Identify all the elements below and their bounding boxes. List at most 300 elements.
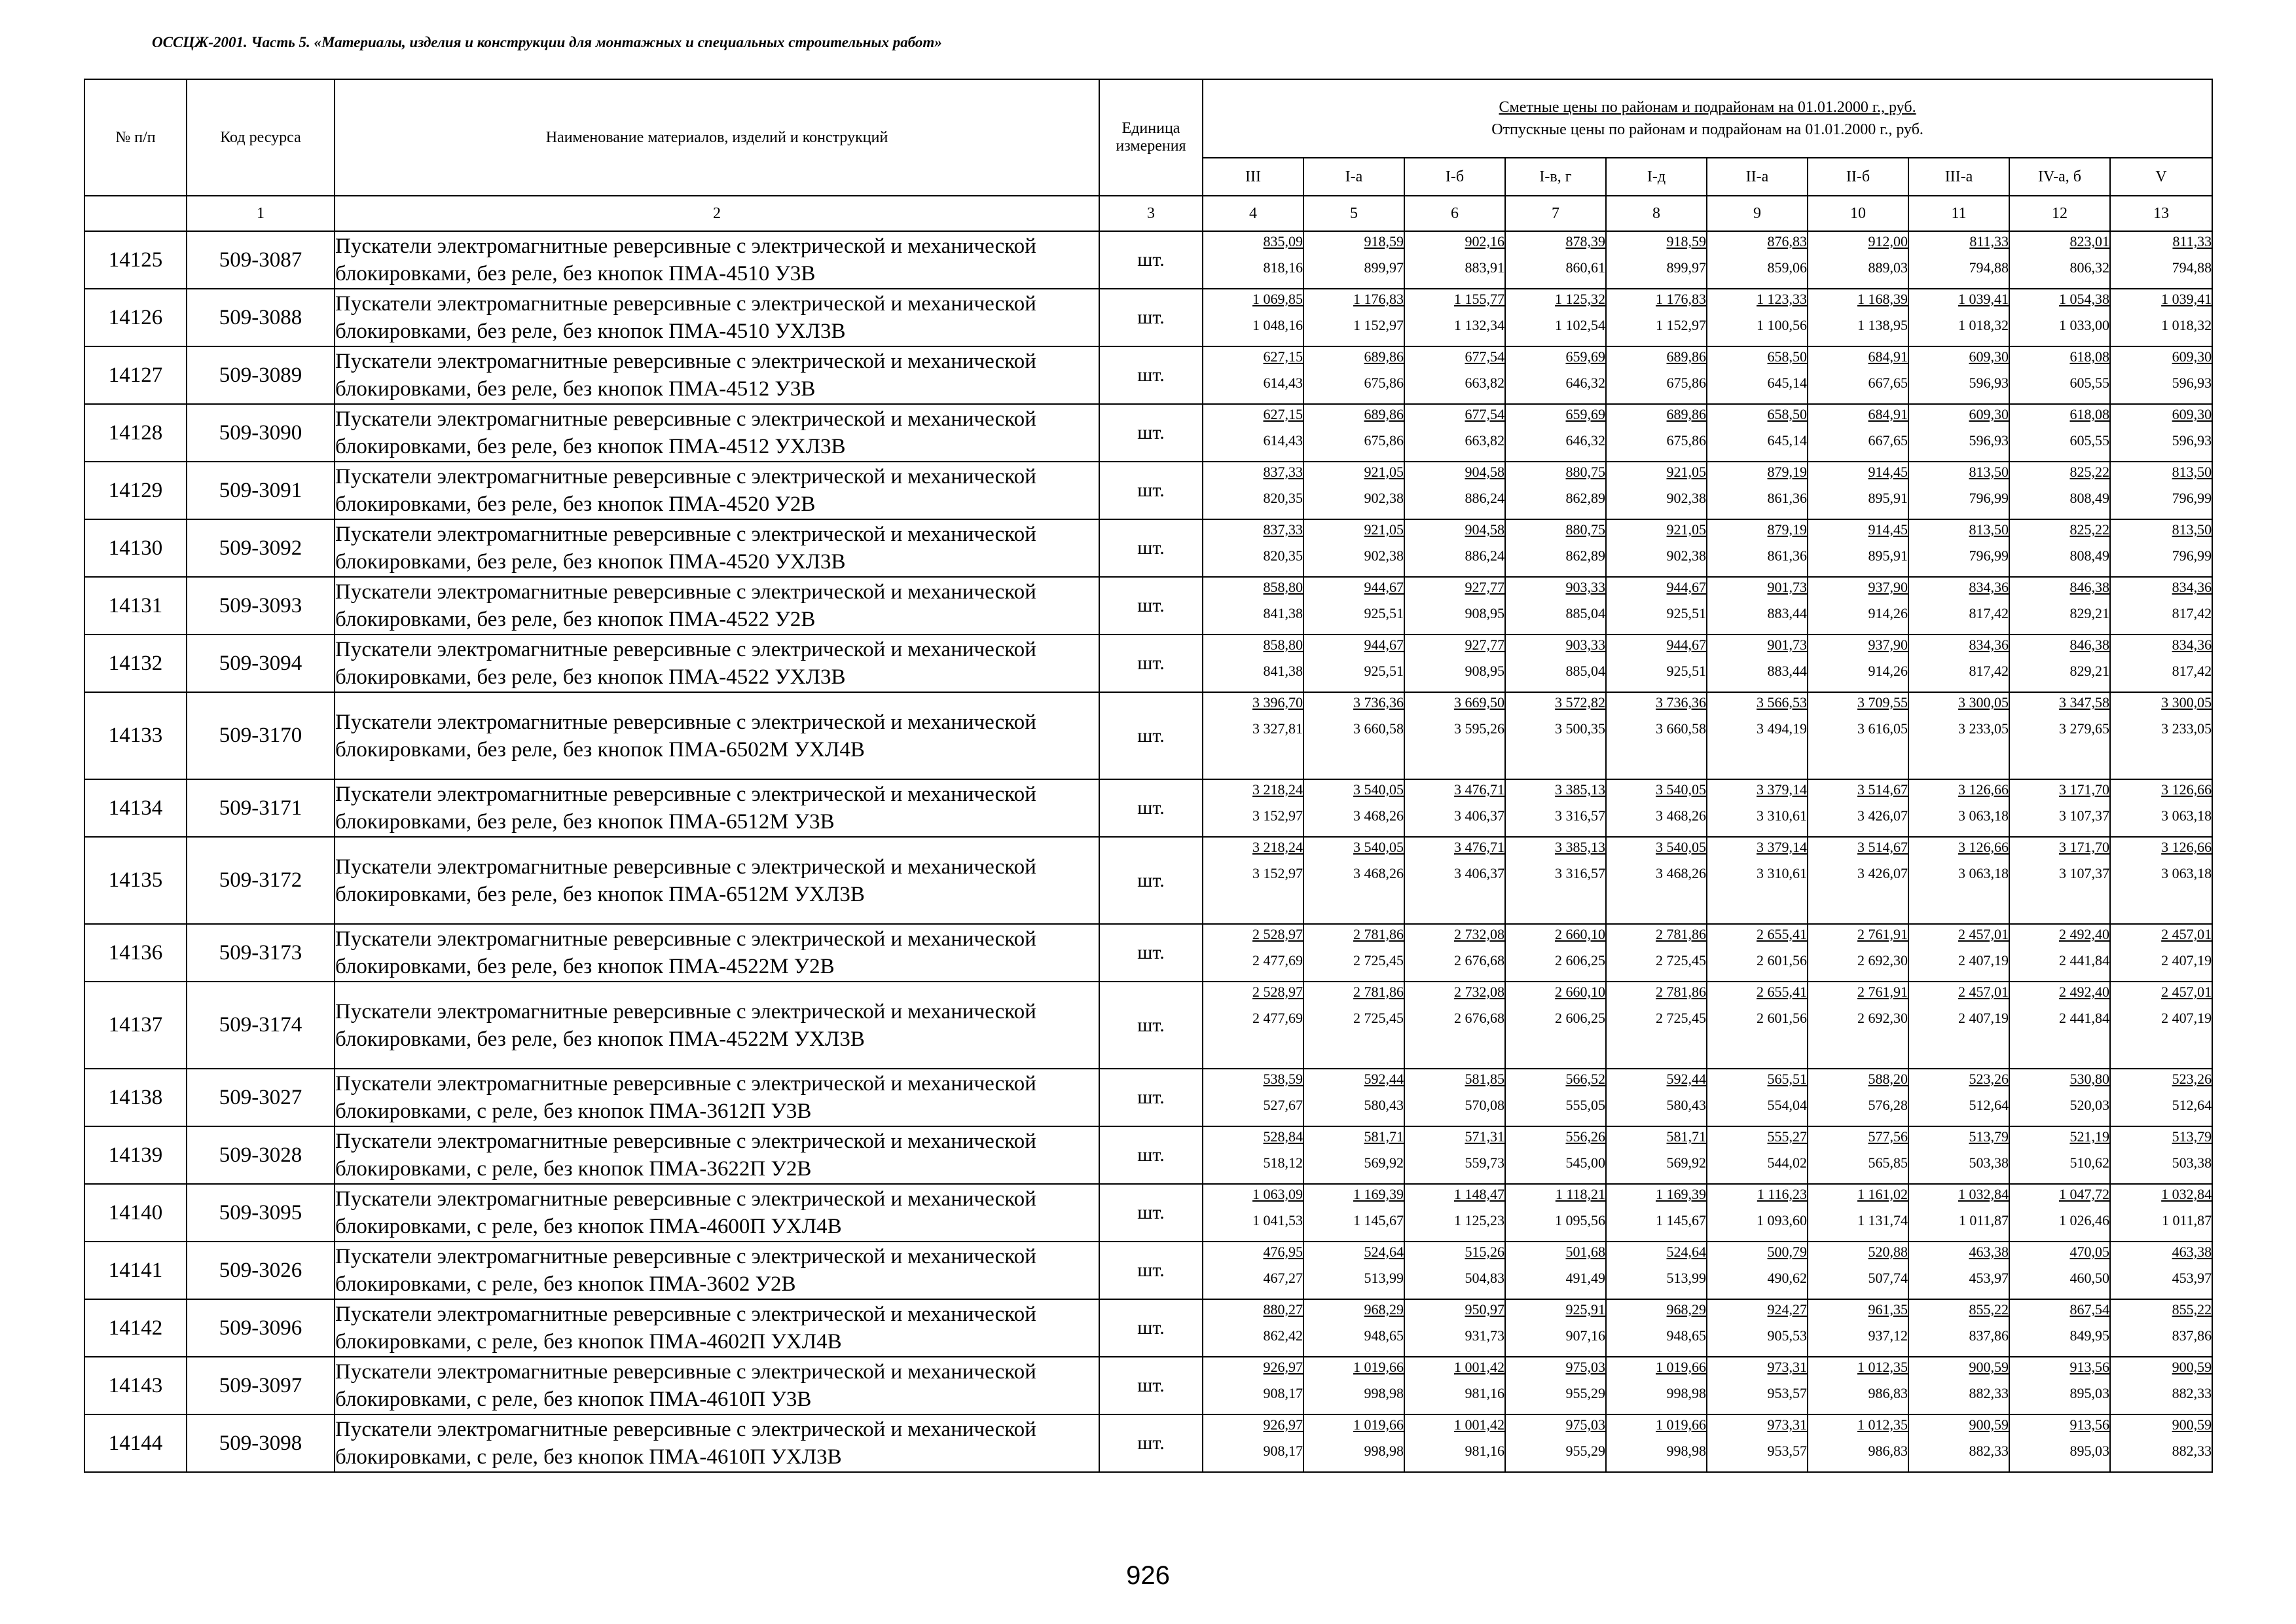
price-cell (1707, 404, 1808, 462)
release-price: 885,04 (1565, 663, 1605, 679)
column-number: 4 (1203, 196, 1303, 231)
release-price: 3 279,65 (2059, 720, 2109, 737)
release-price: 605,55 (2069, 432, 2109, 449)
release-price: 841,38 (1263, 605, 1303, 621)
resource-code: 509-3095 (187, 1184, 335, 1242)
estimated-price: 2 732,08 (1454, 984, 1504, 1000)
row-number: 14134 (84, 779, 187, 837)
column-number: 10 (1808, 196, 1908, 231)
price-cell (1203, 1357, 1303, 1414)
price-cell (1505, 1126, 1606, 1184)
release-price: 908,17 (1263, 1443, 1303, 1459)
estimated-price: 658,50 (1767, 348, 1807, 365)
estimated-price: 834,36 (1969, 579, 2009, 595)
price-cell (1606, 346, 1707, 404)
estimated-price: 677,54 (1465, 406, 1504, 422)
estimated-price: 813,50 (2172, 521, 2212, 538)
release-price: 837,86 (1969, 1327, 2009, 1344)
price-cell (1404, 1126, 1505, 1184)
material-name: Пускатели электромагнитные реверсивные с электрической и механической блокировками, без реле, без кнопок ПМА-4522М У2В (335, 924, 1099, 982)
estimated-price: 2 655,41 (1757, 926, 1807, 942)
unit-of-measure: шт. (1099, 635, 1203, 692)
release-price: 646,32 (1565, 432, 1605, 449)
release-price: 1 033,00 (2059, 317, 2109, 333)
estimated-price: 1 118,21 (1555, 1186, 1605, 1202)
resource-code: 509-3027 (187, 1069, 335, 1126)
release-price: 453,97 (2172, 1270, 2212, 1286)
row-number: 14132 (84, 635, 187, 692)
estimated-price: 2 457,01 (1958, 926, 2009, 942)
estimated-price: 528,84 (1263, 1128, 1303, 1145)
release-price: 1 152,97 (1656, 317, 1706, 333)
release-price: 596,93 (1969, 375, 2009, 391)
estimated-price: 900,59 (2172, 1359, 2212, 1375)
price-cell (1303, 837, 1404, 924)
estimated-price: 846,38 (2069, 637, 2109, 653)
price-cell (1606, 462, 1707, 519)
release-price: 559,73 (1465, 1154, 1504, 1171)
column-number: 5 (1303, 196, 1404, 231)
estimated-price: 500,79 (1767, 1244, 1807, 1260)
table-row (84, 462, 2212, 519)
estimated-price: 837,33 (1263, 521, 1303, 538)
release-price: 841,38 (1263, 663, 1303, 679)
price-cell (1707, 577, 1808, 635)
price-cell (1808, 1414, 1908, 1472)
unit-of-measure: шт. (1099, 1126, 1203, 1184)
release-price: 998,98 (1364, 1443, 1404, 1459)
estimated-price: 876,83 (1767, 233, 1807, 249)
price-cell (1606, 635, 1707, 692)
resource-code: 509-3097 (187, 1357, 335, 1414)
release-price: 820,35 (1263, 547, 1303, 564)
price-cell (1505, 1242, 1606, 1299)
price-cell (1606, 779, 1707, 837)
release-price: 1 100,56 (1757, 317, 1807, 333)
release-price: 895,91 (1868, 490, 1908, 506)
estimated-price: 880,27 (1263, 1301, 1303, 1318)
price-cell (2009, 924, 2110, 982)
price-cell (2110, 1242, 2212, 1299)
estimated-price: 1 054,38 (2059, 291, 2109, 307)
price-cell (1303, 577, 1404, 635)
estimated-price: 944,67 (1364, 637, 1404, 653)
release-price: 596,93 (2172, 375, 2212, 391)
unit-of-measure: шт. (1099, 1069, 1203, 1126)
release-price: 2 407,19 (2161, 1010, 2212, 1026)
estimated-price: 2 660,10 (1555, 926, 1605, 942)
estimated-price: 926,97 (1263, 1416, 1303, 1433)
release-price: 931,73 (1465, 1327, 1504, 1344)
price-cell (1203, 982, 1303, 1069)
estimated-price: 1 123,33 (1757, 291, 1807, 307)
row-number: 14144 (84, 1414, 187, 1472)
estimated-price: 2 781,86 (1353, 984, 1404, 1000)
region-header: V (2110, 158, 2212, 196)
material-name: Пускатели электромагнитные реверсивные с электрической и механической блокировками, без реле, без кнопок ПМА-4520 УХЛ3В (335, 519, 1099, 577)
price-cell (1404, 519, 1505, 577)
price-cell (1707, 1069, 1808, 1126)
price-cell (1505, 779, 1606, 837)
release-price: 3 063,18 (2161, 865, 2212, 881)
estimated-price: 1 169,39 (1353, 1186, 1404, 1202)
estimated-price: 1 039,41 (1958, 291, 2009, 307)
release-price: 2 477,69 (1252, 952, 1303, 969)
estimated-price: 975,03 (1565, 1416, 1605, 1433)
estimated-price: 565,51 (1767, 1071, 1807, 1087)
unit-of-measure: шт. (1099, 404, 1203, 462)
estimated-price: 1 176,83 (1353, 291, 1404, 307)
release-price: 925,51 (1364, 663, 1404, 679)
estimated-price: 3 171,70 (2059, 839, 2109, 855)
price-cell (1707, 982, 1808, 1069)
release-price: 829,21 (2069, 663, 2109, 679)
price-cell (1203, 1242, 1303, 1299)
material-name: Пускатели электромагнитные реверсивные с электрической и механической блокировками, с реле, без кнопок ПМА-3602 У2В (335, 1242, 1099, 1299)
release-price: 2 407,19 (1958, 952, 2009, 969)
estimated-price: 523,26 (2172, 1071, 2212, 1087)
price-cell (2110, 779, 2212, 837)
price-cell (1404, 577, 1505, 635)
price-cell (1303, 462, 1404, 519)
release-price: 859,06 (1767, 259, 1807, 276)
release-price: 955,29 (1565, 1385, 1605, 1401)
price-cell (2009, 1357, 2110, 1414)
row-number: 14137 (84, 982, 187, 1069)
release-price: 2 692,30 (1857, 952, 1908, 969)
estimated-price: 1 047,72 (2059, 1186, 2109, 1202)
release-price: 645,14 (1767, 375, 1807, 391)
row-number: 14136 (84, 924, 187, 982)
estimated-price: 2 781,86 (1353, 926, 1404, 942)
column-number-row (84, 196, 2212, 231)
price-cell (1203, 924, 1303, 982)
release-price: 3 316,57 (1555, 807, 1605, 824)
price-cell (1505, 1184, 1606, 1242)
estimated-price: 3 736,36 (1656, 694, 1706, 710)
estimated-price: 855,22 (1969, 1301, 2009, 1318)
release-price: 675,86 (1364, 375, 1404, 391)
release-price: 2 407,19 (1958, 1010, 2009, 1026)
estimated-price: 1 125,32 (1555, 291, 1605, 307)
column-number: 11 (1908, 196, 2009, 231)
price-cell (1505, 924, 1606, 982)
release-price: 2 606,25 (1555, 952, 1605, 969)
estimated-price: 858,80 (1263, 637, 1303, 653)
unit-of-measure: шт. (1099, 577, 1203, 635)
price-cell (1303, 346, 1404, 404)
release-price: 504,83 (1465, 1270, 1504, 1286)
estimated-price: 902,16 (1465, 233, 1504, 249)
price-cell (1808, 1184, 1908, 1242)
price-cell (1404, 779, 1505, 837)
release-price: 953,57 (1767, 1443, 1807, 1459)
price-cell (1908, 577, 2009, 635)
resource-code: 509-3174 (187, 982, 335, 1069)
release-price: 895,91 (1868, 547, 1908, 564)
column-number: 8 (1606, 196, 1707, 231)
price-cell (2009, 1242, 2110, 1299)
price-cell (2110, 1184, 2212, 1242)
price-cell (1707, 924, 1808, 982)
estimated-price: 813,50 (2172, 464, 2212, 480)
release-price: 937,12 (1868, 1327, 1908, 1344)
estimated-price: 524,64 (1666, 1244, 1706, 1260)
row-number: 14140 (84, 1184, 187, 1242)
price-cell (1203, 519, 1303, 577)
release-price: 544,02 (1767, 1154, 1807, 1171)
price-cell (1404, 635, 1505, 692)
release-price: 3 152,97 (1252, 865, 1303, 881)
estimated-price: 677,54 (1465, 348, 1504, 365)
material-name: Пускатели электромагнитные реверсивные с электрической и механической блокировками, без реле, без кнопок ПМА-4510 УХЛ3В (335, 289, 1099, 346)
price-cell (1707, 462, 1808, 519)
release-price: 886,24 (1465, 490, 1504, 506)
price-cell (2009, 982, 2110, 1069)
price-cell (1203, 462, 1303, 519)
estimated-price: 837,33 (1263, 464, 1303, 480)
estimated-price: 627,15 (1263, 406, 1303, 422)
release-price: 3 660,58 (1353, 720, 1404, 737)
price-cell (2009, 404, 2110, 462)
resource-code: 509-3026 (187, 1242, 335, 1299)
release-price: 667,65 (1868, 375, 1908, 391)
estimated-price: 1 148,47 (1454, 1186, 1504, 1202)
release-price: 796,99 (2172, 547, 2212, 564)
header-no: № п/п (84, 79, 187, 196)
price-cell (1606, 982, 1707, 1069)
release-price: 882,33 (1969, 1385, 2009, 1401)
release-price: 902,38 (1666, 490, 1706, 506)
estimated-price: 825,22 (2069, 521, 2109, 538)
release-price: 3 595,26 (1454, 720, 1504, 737)
release-price: 3 426,07 (1857, 865, 1908, 881)
estimated-price: 3 126,66 (2161, 781, 2212, 798)
price-cell (1908, 1299, 2009, 1357)
release-price: 883,44 (1767, 663, 1807, 679)
release-price: 908,17 (1263, 1385, 1303, 1401)
estimated-price: 901,73 (1767, 637, 1807, 653)
release-price: 817,42 (2172, 663, 2212, 679)
price-cell (2110, 1299, 2212, 1357)
estimated-price: 1 168,39 (1857, 291, 1908, 307)
table-body (84, 231, 2212, 1472)
release-price: 491,49 (1565, 1270, 1605, 1286)
price-cell (1606, 1126, 1707, 1184)
estimated-price: 609,30 (2172, 406, 2212, 422)
estimated-price: 846,38 (2069, 579, 2109, 595)
estimated-price: 811,33 (1969, 233, 2009, 249)
release-price: 817,42 (2172, 605, 2212, 621)
estimated-price: 944,67 (1666, 579, 1706, 595)
estimated-price: 1 032,84 (2161, 1186, 2212, 1202)
price-cell (1303, 982, 1404, 1069)
release-price: 2 676,68 (1454, 1010, 1504, 1026)
price-cell (1404, 1414, 1505, 1472)
resource-code: 509-3092 (187, 519, 335, 577)
material-name: Пускатели электромагнитные реверсивные с электрической и механической блокировками, с реле, без кнопок ПМА-4610П УХЛ3В (335, 1414, 1099, 1472)
material-name: Пускатели электромагнитные реверсивные с электрической и механической блокировками, без реле, без кнопок ПМА-6502М УХЛ4В (335, 692, 1099, 779)
unit-of-measure: шт. (1099, 1242, 1203, 1299)
release-price: 512,64 (2172, 1097, 2212, 1113)
estimated-price: 513,79 (1969, 1128, 2009, 1145)
price-cell (1203, 837, 1303, 924)
estimated-price: 3 476,71 (1454, 839, 1504, 855)
release-price: 794,88 (2172, 259, 2212, 276)
release-price: 580,43 (1364, 1097, 1404, 1113)
estimated-price: 878,39 (1565, 233, 1605, 249)
estimated-price: 914,45 (1868, 521, 1908, 538)
estimated-price: 1 069,85 (1252, 291, 1303, 307)
column-number: 6 (1404, 196, 1505, 231)
price-cell (2110, 1414, 2212, 1472)
material-name: Пускатели электромагнитные реверсивные с электрической и механической блокировками, с реле, без кнопок ПМА-3622П У2В (335, 1126, 1099, 1184)
release-price: 663,82 (1465, 375, 1504, 391)
price-cell (2009, 346, 2110, 404)
resource-code: 509-3089 (187, 346, 335, 404)
estimated-price: 921,05 (1364, 521, 1404, 538)
estimated-price: 2 492,40 (2059, 984, 2109, 1000)
price-cell (1404, 1299, 1505, 1357)
estimated-price: 880,75 (1565, 464, 1605, 480)
release-price: 1 152,97 (1353, 317, 1404, 333)
price-cell (2009, 1299, 2110, 1357)
price-cell (2009, 837, 2110, 924)
price-cell (1808, 404, 1908, 462)
price-cell (1203, 1299, 1303, 1357)
estimated-price: 904,58 (1465, 521, 1504, 538)
material-name: Пускатели электромагнитные реверсивные с электрической и механической блокировками, без реле, без кнопок ПМА-6512М У3В (335, 779, 1099, 837)
estimated-price: 3 709,55 (1857, 694, 1908, 710)
price-cell (1707, 231, 1808, 289)
header-prices (1203, 79, 2212, 158)
estimated-price: 524,64 (1364, 1244, 1404, 1260)
release-price: 955,29 (1565, 1443, 1605, 1459)
release-price: 860,61 (1565, 259, 1605, 276)
column-number-empty (84, 196, 187, 231)
release-price: 545,00 (1565, 1154, 1605, 1171)
row-number: 14125 (84, 231, 187, 289)
row-number: 14127 (84, 346, 187, 404)
release-price: 2 477,69 (1252, 1010, 1303, 1026)
release-price: 555,05 (1565, 1097, 1605, 1113)
price-cell (1808, 1357, 1908, 1414)
estimated-price: 3 514,67 (1857, 839, 1908, 855)
estimated-price: 618,08 (2069, 406, 2109, 422)
estimated-price: 689,86 (1364, 406, 1404, 422)
price-cell (1707, 1414, 1808, 1472)
release-price: 925,51 (1666, 605, 1706, 621)
row-number: 14139 (84, 1126, 187, 1184)
estimated-price: 1 176,83 (1656, 291, 1706, 307)
estimated-price: 3 171,70 (2059, 781, 2109, 798)
price-cell (1808, 779, 1908, 837)
row-number: 14138 (84, 1069, 187, 1126)
price-cell (1203, 577, 1303, 635)
price-cell (1203, 289, 1303, 346)
resource-code: 509-3172 (187, 837, 335, 924)
resource-code: 509-3087 (187, 231, 335, 289)
estimated-price: 470,05 (2069, 1244, 2109, 1260)
estimated-price: 1 001,42 (1454, 1359, 1504, 1375)
release-price: 3 107,37 (2059, 865, 2109, 881)
table-row (84, 982, 2212, 1069)
release-price: 883,91 (1465, 259, 1504, 276)
estimated-price: 3 540,05 (1353, 839, 1404, 855)
price-cell (2110, 837, 2212, 924)
material-name: Пускатели электромагнитные реверсивные с электрической и механической блокировками, без реле, без кнопок ПМА-6512М УХЛ3В (335, 837, 1099, 924)
release-price: 527,67 (1263, 1097, 1303, 1113)
unit-of-measure: шт. (1099, 231, 1203, 289)
price-cell (1505, 635, 1606, 692)
release-price: 808,49 (2069, 547, 2109, 564)
price-cell (2009, 289, 2110, 346)
release-price: 663,82 (1465, 432, 1504, 449)
price-cell (1303, 1414, 1404, 1472)
release-price: 953,57 (1767, 1385, 1807, 1401)
table-row (84, 1414, 2212, 1472)
estimated-price: 921,05 (1666, 521, 1706, 538)
release-price: 3 426,07 (1857, 807, 1908, 824)
estimated-price: 880,75 (1565, 521, 1605, 538)
release-price: 1 125,23 (1454, 1212, 1504, 1228)
estimated-price: 1 063,09 (1252, 1186, 1303, 1202)
region-header: I-д (1606, 158, 1707, 196)
price-cell (1707, 1126, 1808, 1184)
price-cell (1303, 635, 1404, 692)
estimated-price: 2 761,91 (1857, 984, 1908, 1000)
estimated-price: 463,38 (2172, 1244, 2212, 1260)
estimated-price: 3 736,36 (1353, 694, 1404, 710)
release-price: 3 494,19 (1757, 720, 1807, 737)
price-cell (1606, 404, 1707, 462)
estimated-price: 3 476,71 (1454, 781, 1504, 798)
price-cell (1808, 519, 1908, 577)
estimated-price: 858,80 (1263, 579, 1303, 595)
table-row (84, 779, 2212, 837)
estimated-price: 900,59 (1969, 1416, 2009, 1433)
price-cell (1808, 462, 1908, 519)
release-price: 862,89 (1565, 490, 1605, 506)
release-price: 1 048,16 (1252, 317, 1303, 333)
release-price: 908,95 (1465, 605, 1504, 621)
release-price: 902,38 (1364, 490, 1404, 506)
estimated-price: 823,01 (2069, 233, 2109, 249)
release-price: 818,16 (1263, 259, 1303, 276)
row-number: 14142 (84, 1299, 187, 1357)
column-number: 13 (2110, 196, 2212, 231)
price-cell (1808, 982, 1908, 1069)
price-cell (1707, 779, 1808, 837)
estimated-price: 912,00 (1868, 233, 1908, 249)
price-cell (1908, 1242, 2009, 1299)
release-price: 513,99 (1666, 1270, 1706, 1286)
column-number: 1 (187, 196, 335, 231)
release-price: 817,42 (1969, 605, 2009, 621)
row-number: 14129 (84, 462, 187, 519)
price-cell (1404, 692, 1505, 779)
price-cell (1505, 1299, 1606, 1357)
release-price: 849,95 (2069, 1327, 2109, 1344)
price-cell (2110, 577, 2212, 635)
estimated-price: 689,86 (1666, 348, 1706, 365)
estimated-price: 515,26 (1465, 1244, 1504, 1260)
row-number: 14135 (84, 837, 187, 924)
price-cell (1908, 924, 2009, 982)
table-row (84, 1357, 2212, 1414)
price-cell (1908, 1357, 2009, 1414)
price-cell (1505, 1357, 1606, 1414)
